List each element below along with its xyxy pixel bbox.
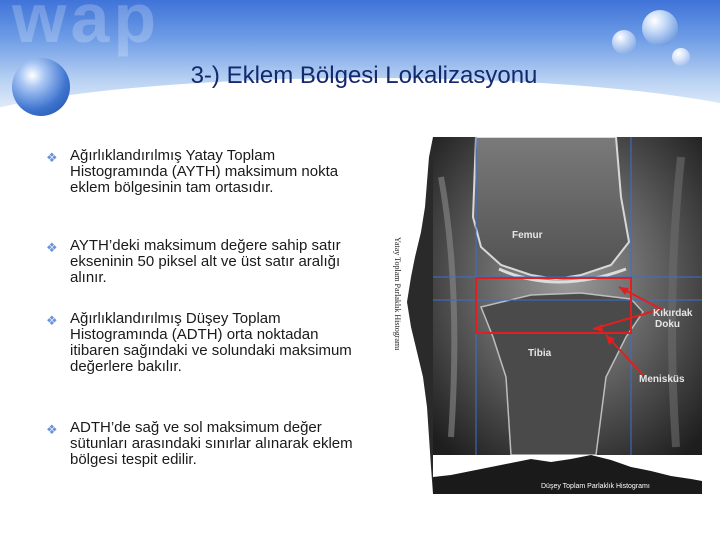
- tibia-label: Tibia: [528, 348, 552, 359]
- meniscus-label: Menisküs: [639, 374, 685, 385]
- diamond-bullet-icon: ❖: [46, 313, 58, 328]
- diamond-bullet-icon: ❖: [46, 422, 58, 437]
- diamond-bullet-icon: ❖: [46, 150, 58, 165]
- bullet-item-4: [46, 420, 362, 468]
- bullet-item-3: [46, 311, 362, 375]
- cartilage-label-line2: Doku: [655, 319, 680, 330]
- vertical-histogram-label: Yatay Toplam Parlaklık Histogramı: [393, 237, 402, 351]
- bullet-item-1: [46, 148, 362, 196]
- bullet-text-1: Ağırlıklandırılmış Yatay Toplam Histogramında (AYTH) maksimum nokta eklem bölgesinin tam ortasıdır.: [70, 147, 339, 196]
- femur-shape: [473, 137, 629, 279]
- bullet-text-4: ADTH’de sağ ve sol maksimum değer sütunları arasındaki sınırlar alınarak eklem bölgesi tespit edilir.: [70, 419, 353, 468]
- slide-header: [0, 0, 720, 130]
- slide-title: 3-) Eklem Bölgesi Lokalizasyonu: [190, 62, 538, 89]
- orb-icon-right-large: [642, 10, 678, 46]
- femur-label: Femur: [512, 230, 543, 241]
- knee-mri-svg: [381, 137, 702, 494]
- bullet-text-3: Ağırlıklandırılmış Düşey Toplam Histogramında (ADTH) orta noktadan itibaren sağındaki ve solundaki maksimum değerlere bakılır.: [70, 310, 352, 375]
- orb-icon-right-medium: [612, 30, 636, 54]
- knee-mri-figure: [381, 137, 702, 494]
- diamond-bullet-icon: ❖: [46, 240, 58, 255]
- bullet-text-2: AYTH’deki maksimum değere sahip satır ekseninin 50 piksel alt ve üst satır aralığı alınır.: [70, 237, 341, 286]
- horizontal-histogram-label: Düşey Toplam Parlaklık Histogramı: [541, 483, 650, 490]
- bullet-item-2: [46, 238, 362, 286]
- header-watermark: wap: [12, 0, 161, 57]
- cartilage-label-line1: Kıkırdak: [653, 308, 693, 319]
